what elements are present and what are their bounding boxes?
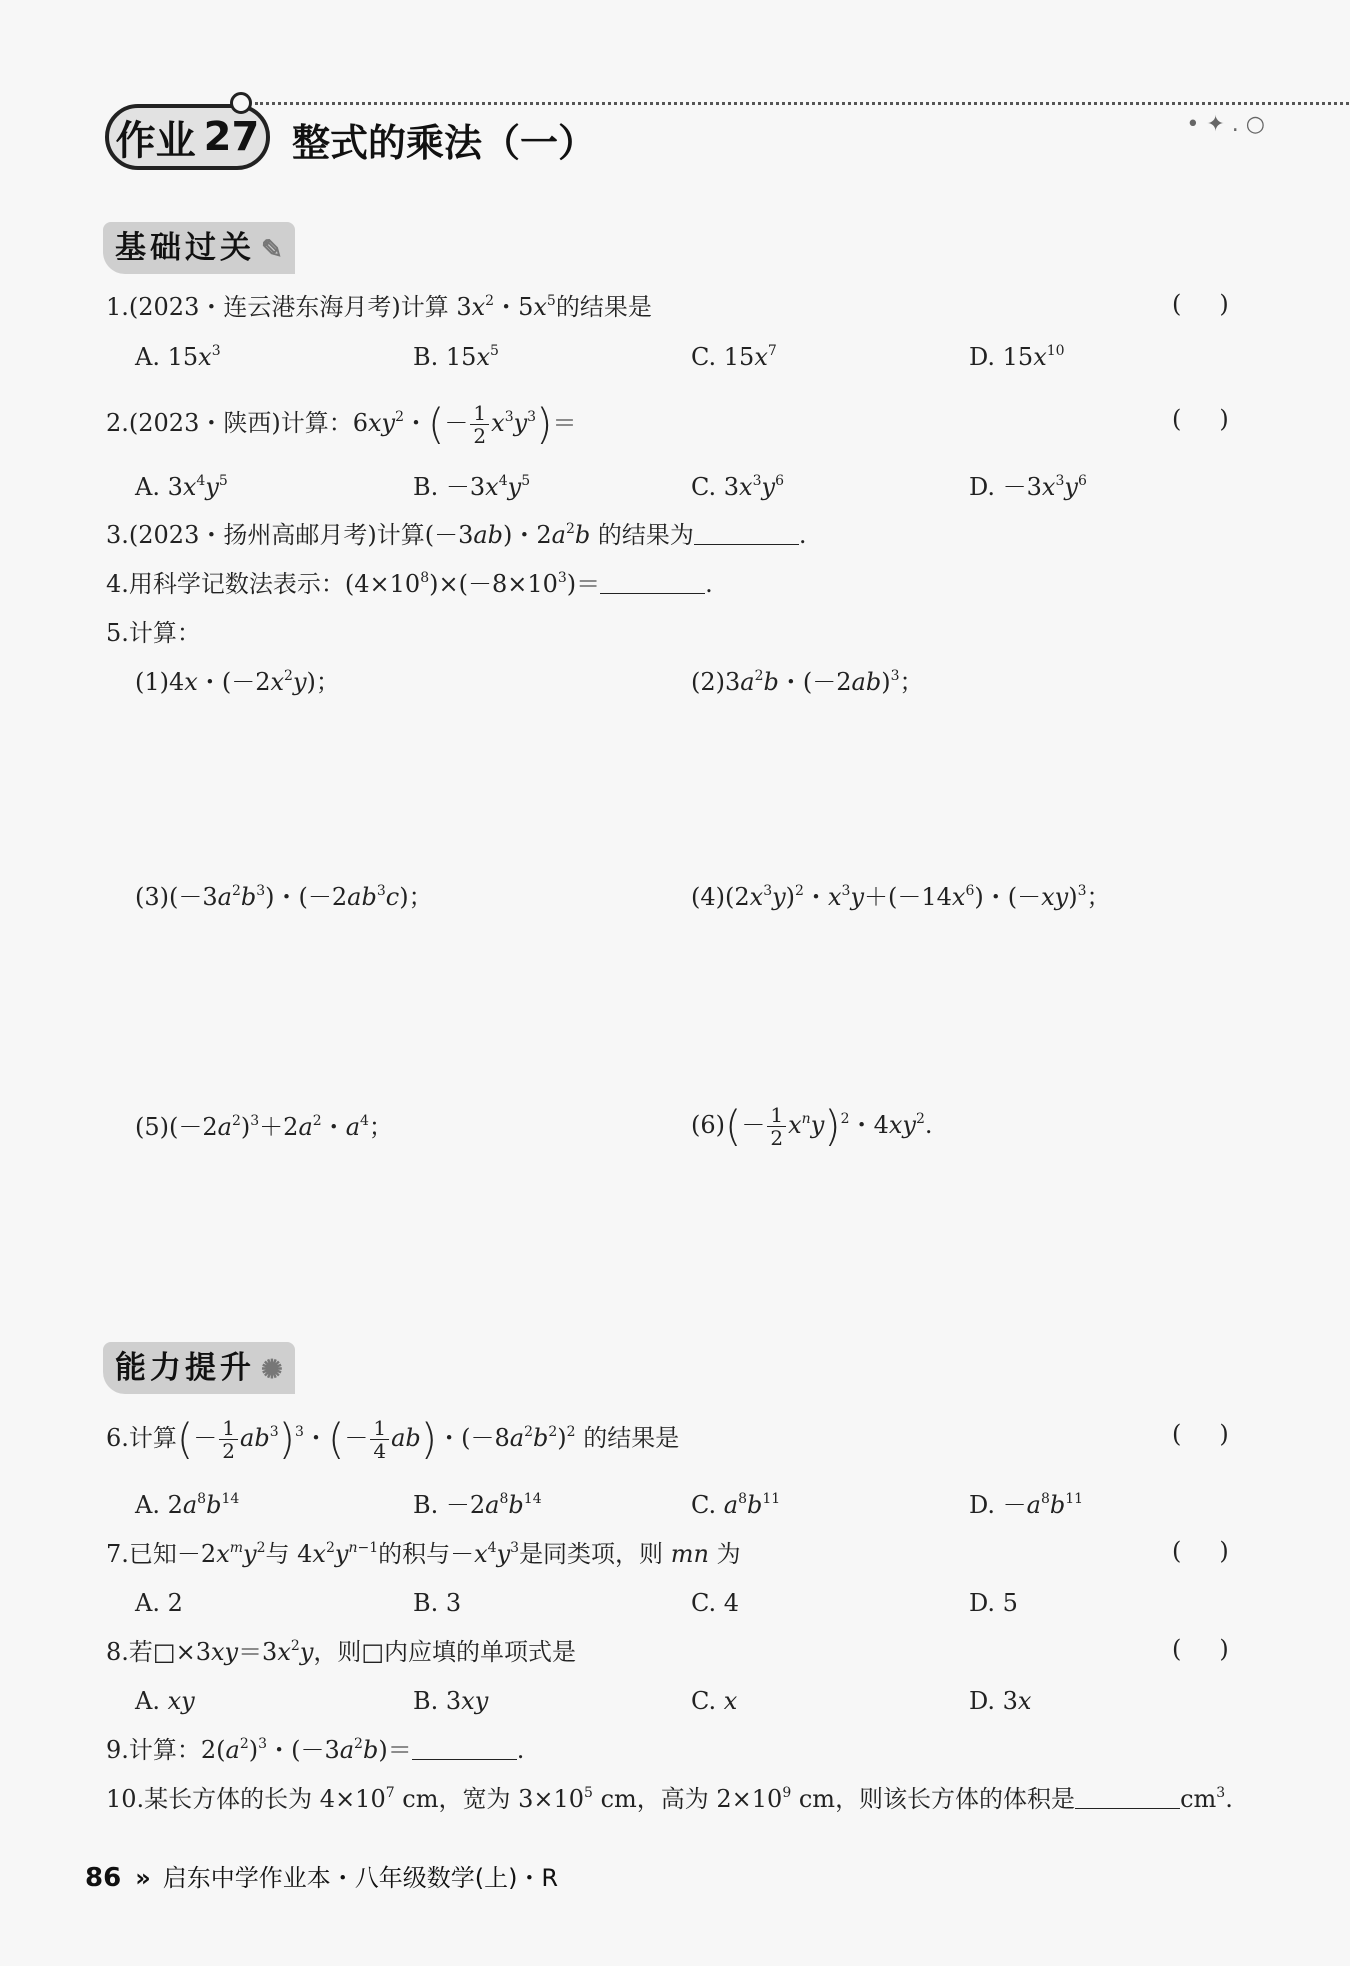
- q2-option-b[interactable]: B. $-3x^4y^5$: [413, 473, 531, 501]
- book-title: 启东中学作业本・八年级数学(上)・R: [162, 1864, 559, 1892]
- fraction-half: $\frac{1}{2}$: [470, 402, 489, 447]
- answer-paren-8[interactable]: (): [1172, 1635, 1267, 1663]
- answer-paren-7[interactable]: (): [1172, 1537, 1267, 1565]
- answer-blank-4[interactable]: [600, 569, 705, 594]
- q1-option-b[interactable]: B. $15x^5$: [413, 343, 499, 371]
- sparkle-icon: • ✦ . ○: [1186, 112, 1265, 137]
- answer-blank-9[interactable]: [412, 1735, 517, 1760]
- badge-number: 27: [203, 114, 260, 160]
- badge-prefix: 作业: [115, 117, 196, 164]
- page-title: 整式的乘法（一）: [292, 121, 597, 165]
- answer-paren-6[interactable]: (): [1172, 1420, 1267, 1448]
- pencil-icon: ✎: [261, 235, 283, 265]
- page-number: 86: [85, 1863, 122, 1893]
- q7-option-b[interactable]: B. 3: [413, 1589, 462, 1617]
- q1-option-a[interactable]: A. $15x^3$: [135, 343, 221, 371]
- q8-option-a[interactable]: A. xy: [135, 1687, 195, 1715]
- page-footer: [85, 1858, 558, 1893]
- answer-paren-1[interactable]: (): [1172, 290, 1267, 318]
- homework-header: [105, 100, 1265, 180]
- q6-option-d[interactable]: D. $-a^8b^{11}$: [969, 1491, 1084, 1519]
- q8-option-c[interactable]: C. x: [691, 1687, 738, 1715]
- question-8: 8.若$□\times 3xy=3x^2y$，则□内应填的单项式是: [106, 1638, 577, 1666]
- section-basic-label: 基础过关: [115, 230, 255, 266]
- q6-option-a[interactable]: A. $2a^8b^{14}$: [135, 1491, 240, 1519]
- header-ring-icon: [230, 92, 252, 114]
- question-4: 4.用科学记数法表示：$(4\times 10^8)\times(-8\times 10^3)=$ .: [106, 570, 713, 598]
- q8-option-b[interactable]: B. 3xy: [413, 1687, 489, 1715]
- q7-option-d[interactable]: D. 5: [969, 1589, 1018, 1617]
- q5-part-5: $(5)(-2a^2)^3+2a^2$・$a^4$；: [135, 1113, 393, 1141]
- question-7: 7.已知$-2x^my^2$与 $4x^2y^{n-1}$的积与$-x^4y^3$是同类项，则 mn 为: [106, 1540, 741, 1568]
- q7-option-c[interactable]: C. 4: [691, 1589, 740, 1617]
- question-9: 9.计算：$2(a^2)^3$・$(-3a^2b)=$ .: [106, 1736, 525, 1764]
- q5-part-3: $(3)(-3a^2b^3)$・$(-2ab^3c)$；: [135, 883, 433, 911]
- q5-part-6: (6)(－ $\frac{1}{2}$ $x^ny)^2$・$4xy^2$.: [691, 1101, 933, 1151]
- homework-badge: [105, 104, 270, 170]
- q5-part-1: (1)4x・$(-2x^2y)$；: [135, 668, 340, 696]
- answer-blank-3[interactable]: [694, 520, 799, 545]
- question-3: 3.(2023・扬州高邮月考)计算(－3ab)・$2a^2b$ 的结果为 .: [106, 521, 807, 549]
- section-advanced: [103, 1342, 295, 1394]
- question-6: 6.计算(－ $\frac{1}{2}$ $ab^3)^3$・(－ $\frac{1}{4}$ ab)・$(-8a^2b^2)^2$ 的结果是: [106, 1414, 680, 1464]
- answer-paren-2[interactable]: (): [1172, 405, 1267, 433]
- q1-option-c[interactable]: C. $15x^7$: [691, 343, 777, 371]
- sparkle-icon: ✺: [261, 1355, 283, 1385]
- question-1: 1.(2023・连云港东海月考)计算 $3x^2$・$5x^5$的结果是: [106, 293, 652, 321]
- q2-option-a[interactable]: A. $3x^4y^5$: [135, 473, 228, 501]
- q5-part-4: $(4)(2x^3y)^2$・$x^3y+(-14x^6)$・$(-xy)^3$；: [691, 883, 1111, 911]
- answer-blank-10[interactable]: [1075, 1784, 1180, 1809]
- double-chevron-icon: »: [135, 1864, 151, 1892]
- q5-part-2: $(2)3a^2b$・$(-2ab)^3$；: [691, 668, 924, 696]
- q2-option-d[interactable]: D. $-3x^3y^6$: [969, 473, 1087, 501]
- question-10: 10.某长方体的长为 $4\times 10^7$ cm，宽为 $3\times 10^5$ cm，高为 $2\times 10^9$ cm，则该长方体的体积是 $cm^3$.: [106, 1785, 1233, 1813]
- q1-option-d[interactable]: D. $15x^{10}$: [969, 343, 1065, 371]
- section-basic: [103, 222, 295, 274]
- q8-option-d[interactable]: D. 3x: [969, 1687, 1032, 1715]
- question-5: 5.计算：: [106, 619, 201, 647]
- question-2: 2.(2023・陕西)计算：$6xy^2$・(－ $\frac{1}{2}$ $x^3y^3)=$: [106, 399, 577, 449]
- q6-option-c[interactable]: C. $a^8b^{11}$: [691, 1491, 781, 1519]
- section-advanced-label: 能力提升: [115, 1350, 255, 1386]
- q2-option-c[interactable]: C. $3x^3y^6$: [691, 473, 784, 501]
- q6-option-b[interactable]: B. $-2a^8b^{14}$: [413, 1491, 542, 1519]
- q7-option-a[interactable]: A. 2: [135, 1589, 183, 1617]
